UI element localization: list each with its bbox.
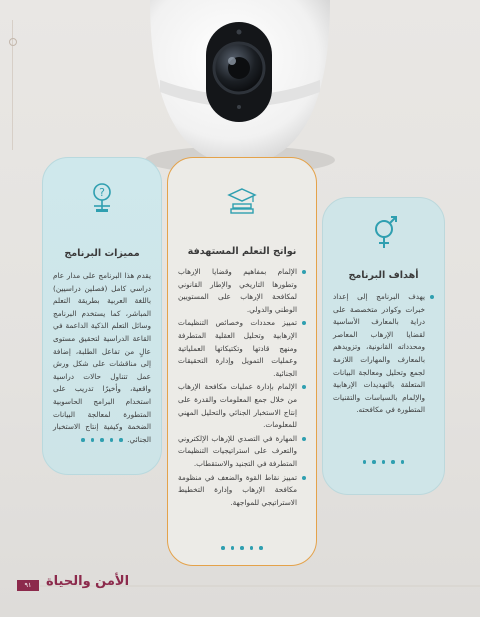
program-objectives-card	[322, 197, 445, 495]
features-dots	[43, 438, 161, 442]
objectives-list	[333, 291, 434, 418]
outcomes-list	[178, 266, 306, 510]
outcome-item: المهارة في التصدي للإرهاب الإلكتروني والتعرف على استراتيجيات التنظيمات المتطرفة في التجنيد والاستقطاب.	[178, 433, 297, 471]
gender-symbol-icon	[370, 216, 398, 250]
graduation-cap-books-icon	[227, 186, 257, 216]
outcome-item: الإلمام بإدارة عمليات مكافحة الإرهاب من خلال جمع المعلومات والقدرة على إنتاج الاستخبار الجنائي والتحليل المهني للمعلومات.	[178, 381, 297, 431]
learning-outcomes-card	[167, 157, 317, 566]
features-body: يقدم هذا البرنامج على مدار عام دراسي كامل (فصلين دراسيين) باللغة العربية بطريقة التعلم المباشر، كما يستخدم البرنامج وسائل التعلم الذكية الداعمة في القاعة الدراسية لتحقيق مستوى عالٍ من تفاعل الطلبة، إضافة إلى مناقشات على شكل ورش عمل تتناول حالات دراسية واقعية، وأخيرًا تدريب على استخدام البرامج الحاسوبية المتطورة لمعالجة البيانات الضخمة وكيفية إنتاج الاستخبار الجنائي.	[53, 271, 151, 444]
issue-number	[0, 10, 1, 70]
outcomes-dots	[168, 546, 316, 550]
svg-text:?: ?	[99, 186, 105, 199]
objectives-title: أهداف البرنامج	[348, 270, 419, 281]
program-features-card	[42, 157, 162, 475]
outcome-item: تمييز محددات وخصائص التنظيمات الإرهابية وتحليل العقلية المتطرفة ومنهج قادتها وتكتيكاتها العملياتية وعمليات التمويل وإدارة التحقيقات الجنائية.	[178, 317, 297, 380]
features-title: مميزات البرنامج	[64, 248, 140, 259]
question-scale-icon	[88, 182, 116, 214]
outcome-item: تمييز نقاط القوة والضعف في منظومة مكافحة الإرهاب وإدارة التخطيط الاستراتيجي للمواجهة.	[178, 472, 297, 510]
objectives-dots	[323, 460, 444, 464]
issue-marker-dot	[9, 38, 17, 46]
outcomes-title: نواتج التعلم المستهدفة	[187, 246, 297, 257]
outcome-item: الإلمام بمفاهيم وقضايا الإرهاب وتطورها التاريخي والإطار القانوني لمكافحة الإرهاب على المستويين الوطني والدولي.	[178, 266, 297, 316]
page-number: ٩١	[17, 580, 39, 591]
magazine-name: الأمن والحياة	[46, 574, 130, 589]
objective-item: يهدف البرنامج إلى إعداد خبرات وكوادر متخصصة على دراية بالمعارف الأساسية لقضايا الإرهاب المعاصر ومحدداته القانونية، وتزويدهم بالمعارف والمهارات اللازمة لجمع وتحليل ومعالجة البيانات المتعلقة بالتهديدات الإرهابية والإلمام بالسياسات والتقنيات المتطورة في مكافحته.	[333, 291, 425, 417]
